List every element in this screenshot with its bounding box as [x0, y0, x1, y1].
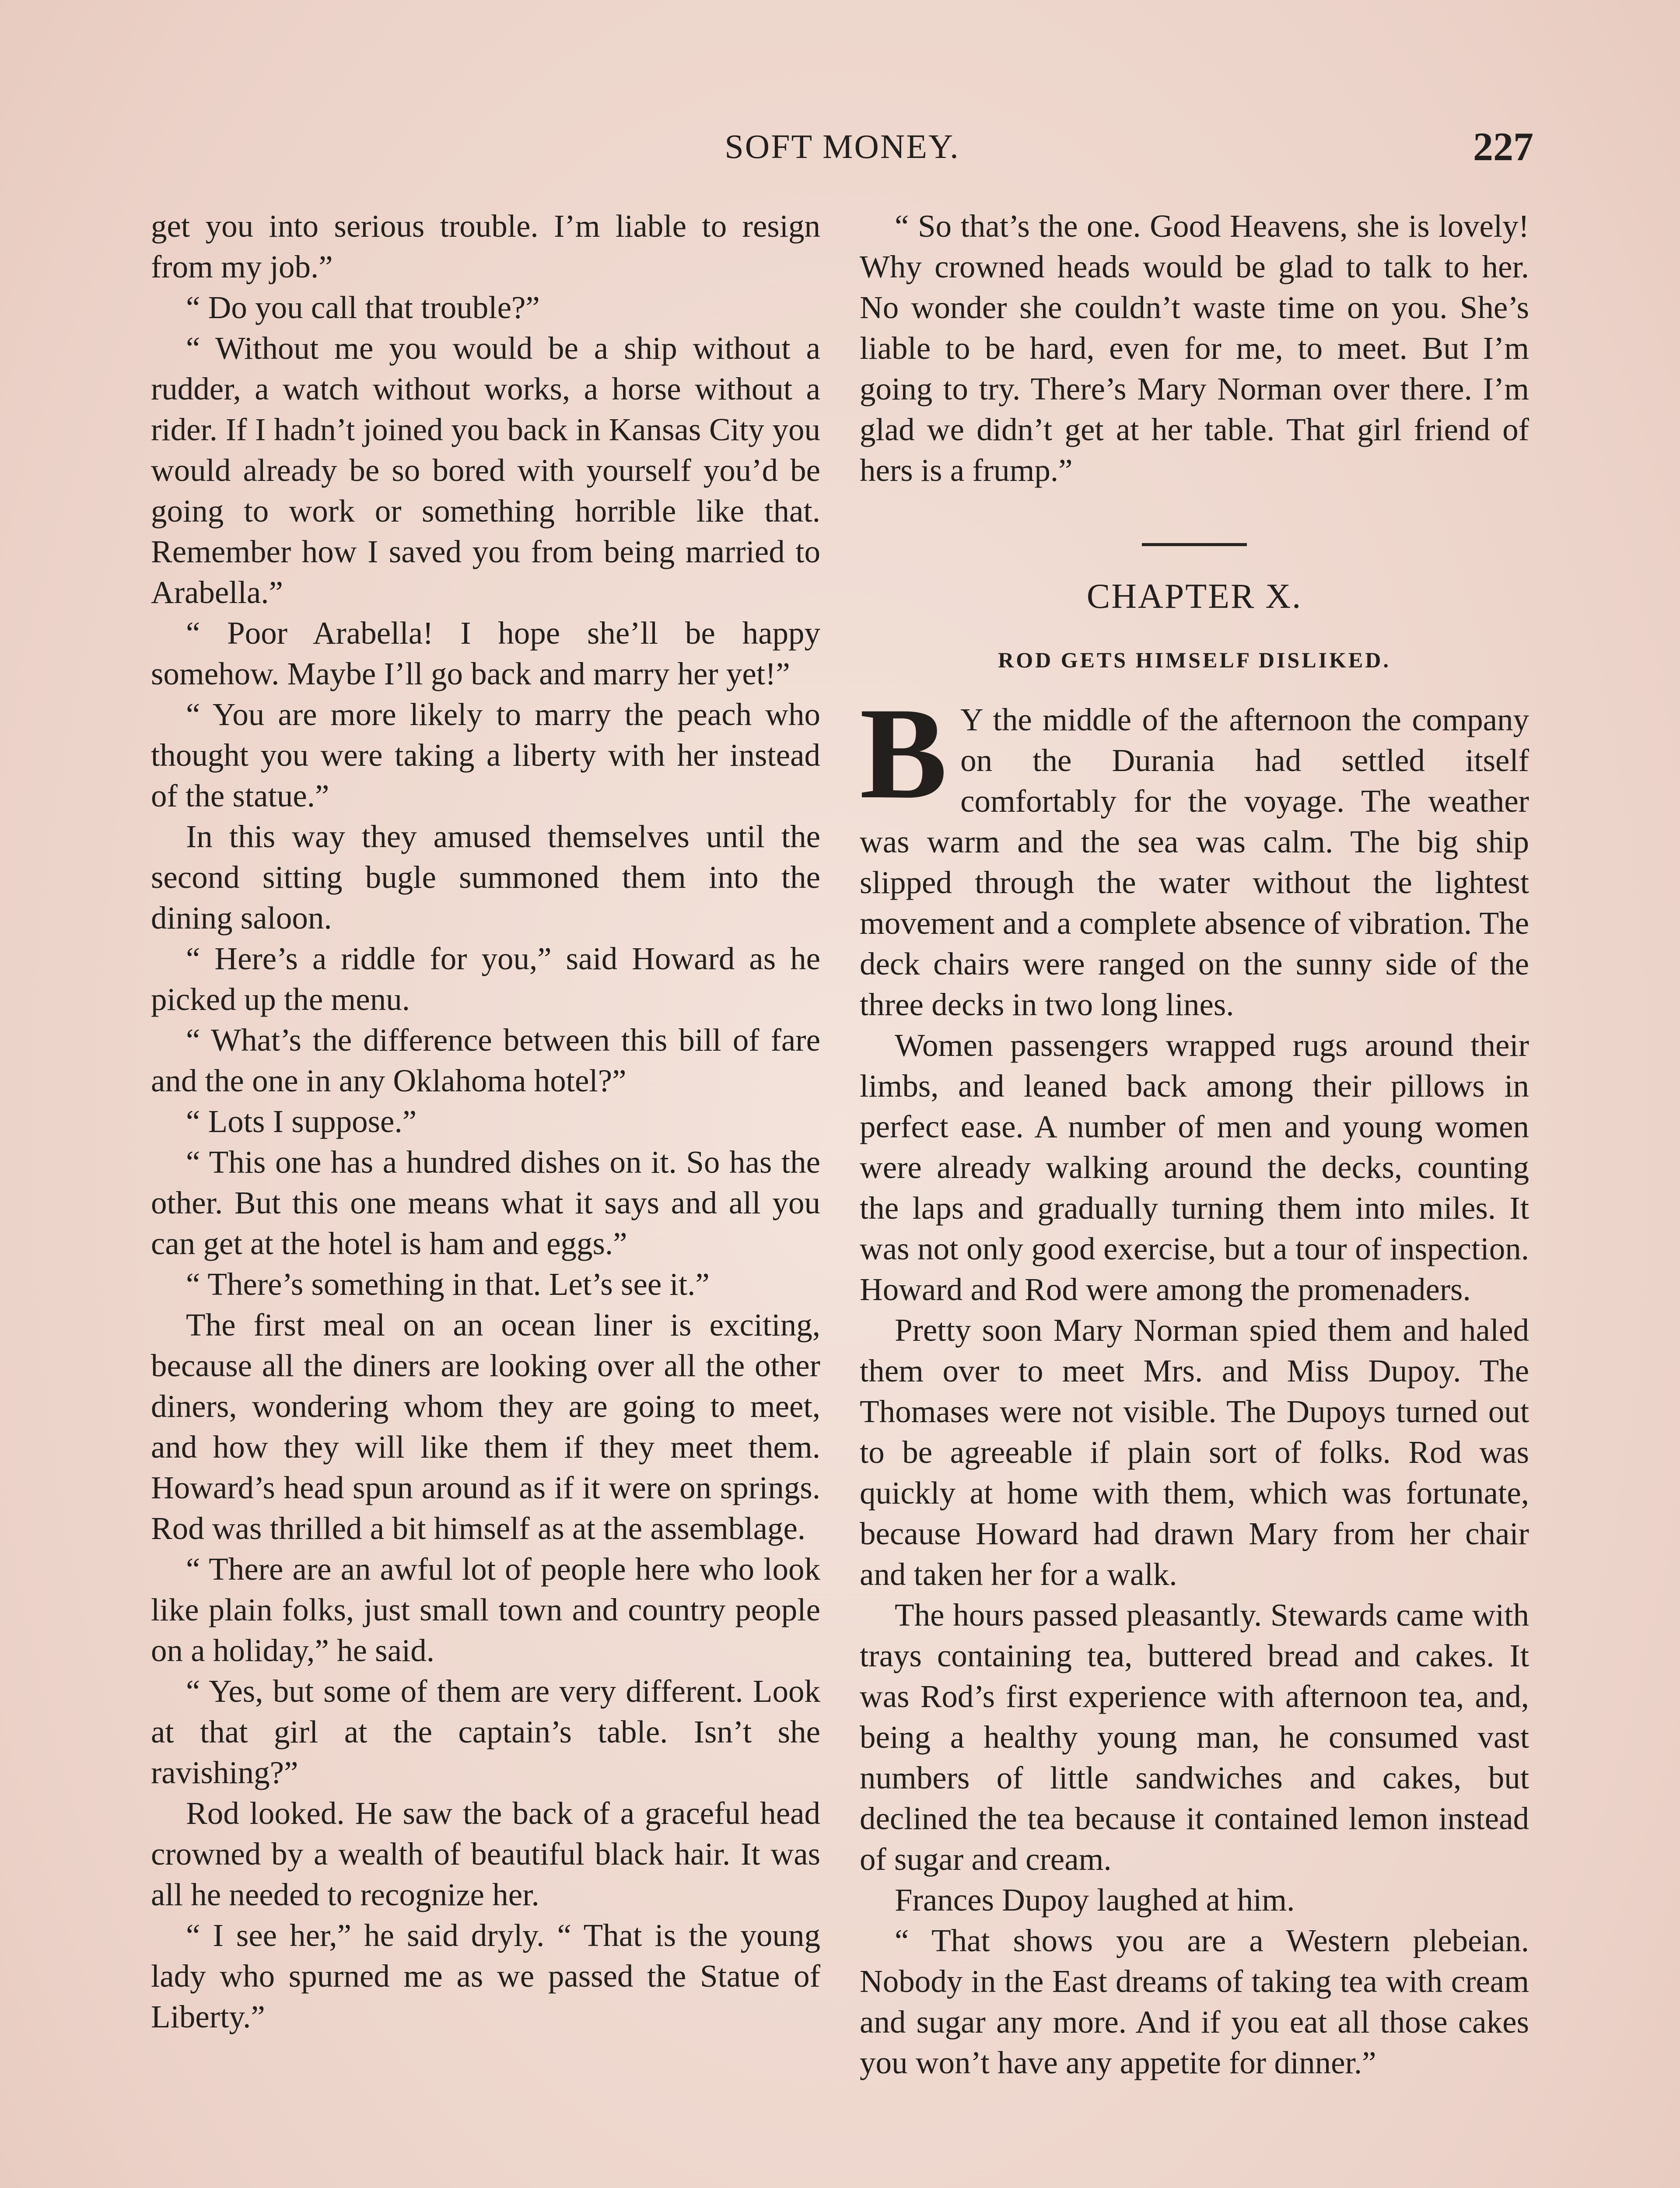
drop-cap: B: [860, 680, 948, 826]
left-column: [151, 206, 820, 2037]
paragraph: “ There are an awful lot of people here who look like plain folks, just small town and country people on a holiday,” he said.: [151, 1551, 820, 1668]
paragraph: Pretty soon Mary Norman spied them and haled them over to meet Mrs. and Miss Dupoy. The Thomases were not visible. The Dupoys turned out to be agreeable if plain sort of folks. Rod was quickly at home with them, which was fortunate, because Howard had drawn Mary from her chair and taken her for a walk.: [860, 1312, 1529, 1592]
paragraph: The hours passed pleasantly. Stewards came with trays containing tea, buttered bread and cakes. It was Rod’s first experience with afternoon tea, and, being a healthy young man, he consumed vast numbers of little sandwiches and cakes, but declined the tea because it contained lemon instead of sugar and cream.: [860, 1597, 1529, 1877]
section-divider: [1142, 543, 1247, 546]
paragraph: “ Yes, but some of them are very different. Look at that girl at the captain’s table. Isn’t she ravishing?”: [151, 1673, 820, 1790]
paragraph: “ Do you call that trouble?”: [186, 290, 540, 325]
paragraph: “ Lots I suppose.”: [186, 1104, 417, 1139]
paragraph: “ That shows you are a Western plebeian. Nobody in the East dreams of taking tea with cream and sugar any more. And if you eat all those cakes you won’t have any appetite for dinner.”: [860, 1923, 1529, 2080]
paragraph: “ I see her,” he said dryly. “ That is the young lady who spurned me as we passed the Statue of Liberty.”: [151, 1918, 820, 2034]
chapter-opening-text: Y the middle of the afternoon the company on the Durania had settled itself comfortably for the voyage. The weather was warm and the sea was calm. The big ship slipped through the water without the lightest movement and a complete absence of vibration. The deck chairs were ranged on the sunny side of the three decks in two long lines.: [860, 702, 1529, 1022]
paragraph: Women passengers wrapped rugs around their limbs, and leaned back among their pillows in perfect ease. A number of men and young women were already walking around the decks, counting the laps and gradually turning them into miles. It was not only good exercise, but a tour of inspection. Howard and Rod were among the promenaders.: [860, 1027, 1529, 1307]
running-title: SOFT MONEY.: [724, 127, 960, 165]
page-number: 227: [1473, 124, 1533, 169]
paragraph: In this way they amused themselves until the second sitting bugle summoned them into the dining saloon.: [151, 819, 820, 936]
paragraph: “ This one has a hundred dishes on it. So has the other. But this one means what it says and all you can get at the hotel is ham and eggs.”: [151, 1144, 820, 1261]
paragraph: Frances Dupoy laughed at him.: [895, 1882, 1295, 1918]
paragraph: The first meal on an ocean liner is exciting, because all the diners are looking over all the other diners, wondering whom they are going to meet, and how they will like them if they meet them. Howard’s head spun around as if it were on springs. Rod was thrilled a bit himself as at the assemblage.: [151, 1307, 820, 1546]
paragraph: “ Here’s a riddle for you,” said Howard as he picked up the menu.: [151, 941, 820, 1017]
paragraph: “ Without me you would be a ship without a rudder, a watch without works, a horse without a rider. If I hadn’t joined you back in Kansas City you would already be so bored with yourself you’d be going to work or something horrible like that. Remember how I saved you from being married to Arabella.”: [151, 330, 820, 610]
chapter-title: CHAPTER X.: [1086, 577, 1302, 616]
paragraph: “ So that’s the one. Good Heavens, she is lovely! Why crowned heads would be glad to talk to her. No wonder she couldn’t waste time on you. She’s liable to be hard, even for me, to meet. But I’m going to try. There’s Mary Norman over there. I’m glad we didn’t get at her table. That girl friend of hers is a frump.”: [860, 208, 1529, 488]
paragraph: “ There’s something in that. Let’s see it.”: [186, 1266, 710, 1302]
chapter-subtitle: ROD GETS HIMSELF DISLIKED.: [998, 648, 1391, 672]
paragraph: Rod looked. He saw the back of a graceful head crowned by a wealth of beautiful black hair. It was all he needed to recognize her.: [151, 1795, 820, 1912]
paragraph: “ You are more likely to marry the peach who thought you were taking a liberty with her instead of the statue.”: [151, 697, 820, 813]
chapter-opening-paragraph: [860, 680, 1529, 1025]
paragraph: “ What’s the difference between this bill of fare and the one in any Oklahoma hotel?”: [151, 1022, 820, 1098]
running-head: [151, 124, 1533, 175]
right-column: [860, 206, 1529, 2083]
paragraph: “ Poor Arabella! I hope she’ll be happy somehow. Maybe I’ll go back and marry her yet!”: [151, 615, 820, 691]
paragraph: get you into serious trouble. I’m liable to resign from my job.”: [151, 208, 820, 284]
